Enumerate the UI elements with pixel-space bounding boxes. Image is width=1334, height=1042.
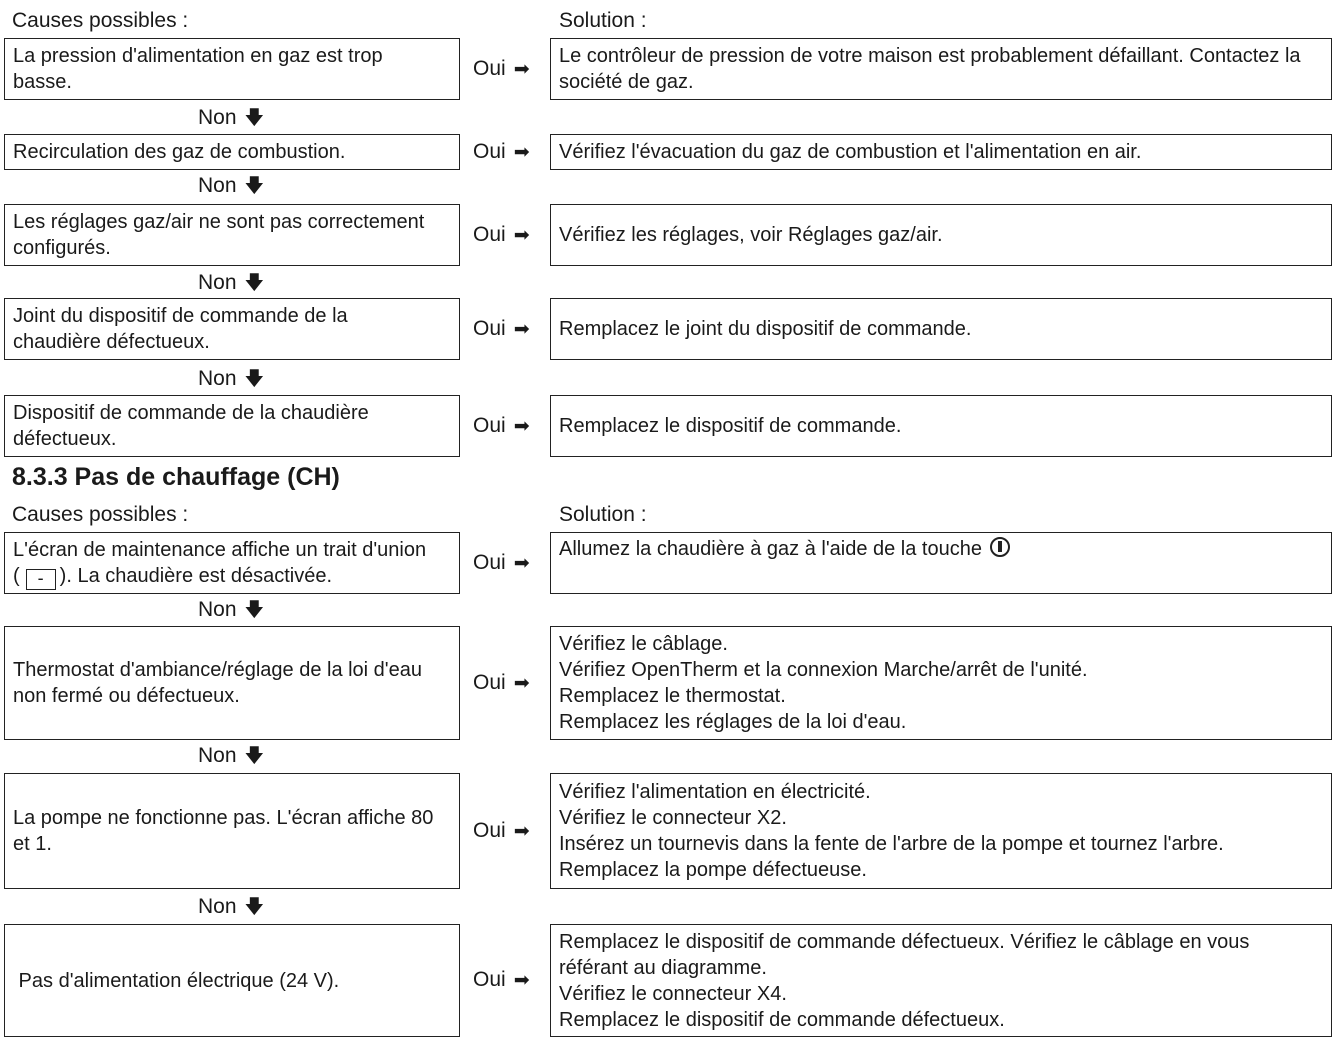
cause-text: Thermostat d'ambiance/réglage de la loi d'eau	[13, 659, 422, 681]
oui-text: Oui	[473, 223, 506, 246]
cause-text: La pompe ne fonctionne pas. L'écran affiche 80	[13, 807, 434, 829]
cause-text: configurés.	[13, 237, 111, 259]
solution-box	[550, 626, 1332, 740]
non-text: Non	[198, 367, 237, 390]
solution-box	[550, 298, 1332, 360]
solution-text: Remplacez la pompe défectueuse.	[559, 859, 867, 881]
cause-text: Joint du dispositif de commande de la	[13, 305, 348, 327]
oui-label	[473, 139, 530, 166]
solution-text: Remplacez le dispositif de commande défectueux.	[559, 1008, 1005, 1031]
non-label	[198, 105, 264, 132]
cause-text: Recirculation des gaz de combustion.	[13, 141, 346, 163]
non-text: Non	[198, 895, 237, 918]
cause-text: La pression d'alimentation en gaz est trop	[13, 45, 383, 67]
solution-box	[550, 773, 1332, 889]
right-arrow-icon: ➡	[513, 142, 530, 163]
right-arrow-icon: ➡	[513, 225, 530, 246]
dash-key-icon: -	[26, 569, 56, 590]
cause-box	[4, 626, 460, 740]
down-arrow-icon: 🡇	[244, 600, 265, 621]
right-arrow-icon: ➡	[513, 416, 530, 437]
solution-text: Insérez un tournevis dans la fente de l'arbre de la pompe et tournez l'arbre.	[559, 833, 1224, 855]
solution-header: Solution :	[559, 503, 647, 526]
oui-text: Oui	[473, 57, 506, 80]
oui-label	[473, 550, 530, 577]
solution-text: Remplacez le joint du dispositif de commande.	[559, 318, 972, 340]
oui-label	[473, 316, 530, 343]
cause-text-with-key	[13, 563, 451, 590]
solution-text: Remplacez le dispositif de commande défectueux. Vérifiez le câblage en vous	[559, 930, 1250, 953]
solution-text: Vérifiez OpenTherm et la connexion Marche/arrêt de l'unité.	[559, 659, 1088, 681]
oui-text: Oui	[473, 414, 506, 437]
non-text: Non	[198, 598, 237, 621]
solution-text: Vérifiez l'évacuation du gaz de combustion et l'alimentation en air.	[559, 141, 1142, 163]
paren-open: (	[13, 564, 20, 587]
solution-box	[550, 38, 1332, 100]
solution-text-with-icon	[559, 536, 1323, 562]
cause-box	[4, 134, 460, 170]
right-arrow-icon: ➡	[513, 673, 530, 694]
right-arrow-icon: ➡	[513, 319, 530, 340]
cause-text: L'écran de maintenance affiche un trait d'union	[13, 538, 427, 561]
cause-box	[4, 204, 460, 266]
solution-box	[550, 532, 1332, 594]
non-text: Non	[198, 106, 237, 129]
cause-box	[4, 38, 460, 100]
right-arrow-icon: ➡	[513, 553, 530, 574]
solution-text: Allumez la chaudière à gaz à l'aide de la touche	[559, 538, 982, 560]
oui-text: Oui	[473, 671, 506, 694]
cause-box	[4, 773, 460, 889]
cause-text: chaudière défectueux.	[13, 331, 210, 353]
non-label	[198, 366, 264, 393]
cause-text: non fermé ou défectueux.	[13, 685, 240, 707]
right-arrow-icon: ➡	[513, 821, 530, 842]
solution-box	[550, 924, 1332, 1037]
cause-box	[4, 298, 460, 360]
solution-text: Vérifiez le connecteur X2.	[559, 807, 787, 829]
causes-header: Causes possibles :	[12, 9, 189, 32]
non-label	[198, 173, 264, 200]
cause-text: Dispositif de commande de la chaudière	[13, 402, 369, 424]
down-arrow-icon: 🡇	[244, 108, 265, 129]
oui-label	[473, 670, 530, 697]
solution-header: Solution :	[559, 9, 647, 32]
oui-label	[473, 967, 530, 994]
solution-box	[550, 134, 1332, 170]
oui-text: Oui	[473, 551, 506, 574]
cause-text: basse.	[13, 71, 72, 93]
solution-text: Vérifiez les réglages, voir Réglages gaz/air.	[559, 224, 943, 246]
down-arrow-icon: 🡇	[244, 369, 265, 390]
oui-label	[473, 818, 530, 845]
solution-text: Remplacez le dispositif de commande.	[559, 415, 902, 437]
right-arrow-icon: ➡	[513, 970, 530, 991]
right-arrow-icon: ➡	[513, 59, 530, 80]
solution-box	[550, 395, 1332, 457]
non-label	[198, 894, 264, 921]
down-arrow-icon: 🡇	[244, 897, 265, 918]
cause-text: Pas d'alimentation électrique (24 V).	[13, 969, 340, 992]
non-label	[198, 270, 264, 297]
cause-box	[4, 395, 460, 457]
oui-text: Oui	[473, 140, 506, 163]
causes-header: Causes possibles :	[12, 503, 189, 526]
solution-text: société de gaz.	[559, 71, 694, 93]
down-arrow-icon: 🡇	[244, 746, 265, 767]
non-text: Non	[198, 174, 237, 197]
non-text: Non	[198, 744, 237, 767]
section-heading: 8.3.3 Pas de chauffage (CH)	[12, 463, 340, 491]
cause-text: Les réglages gaz/air ne sont pas correctement	[13, 211, 425, 233]
oui-text: Oui	[473, 968, 506, 991]
cause-text: défectueux.	[13, 428, 117, 450]
non-label	[198, 743, 264, 770]
oui-label	[473, 222, 530, 249]
oui-label	[473, 413, 530, 440]
oui-text: Oui	[473, 819, 506, 842]
power-icon	[990, 537, 1010, 557]
down-arrow-icon: 🡇	[244, 273, 265, 294]
oui-text: Oui	[473, 317, 506, 340]
solution-text: Remplacez les réglages de la loi d'eau.	[559, 711, 907, 733]
oui-label	[473, 56, 530, 83]
cause-box	[4, 532, 460, 594]
cause-text-rest: ). La chaudière est désactivée.	[59, 564, 333, 587]
solution-text: Remplacez le thermostat.	[559, 685, 786, 707]
non-label	[198, 597, 264, 624]
solution-text: référant au diagramme.	[559, 956, 767, 979]
solution-text: Le contrôleur de pression de votre maison est probablement défaillant. Contactez la	[559, 45, 1301, 67]
solution-text: Vérifiez l'alimentation en électricité.	[559, 781, 871, 803]
solution-text: Vérifiez le connecteur X4.	[559, 982, 787, 1005]
down-arrow-icon: 🡇	[244, 176, 265, 197]
non-text: Non	[198, 271, 237, 294]
solution-text: Vérifiez le câblage.	[559, 633, 728, 655]
solution-box	[550, 204, 1332, 266]
cause-text: et 1.	[13, 833, 52, 855]
cause-box	[4, 924, 460, 1037]
